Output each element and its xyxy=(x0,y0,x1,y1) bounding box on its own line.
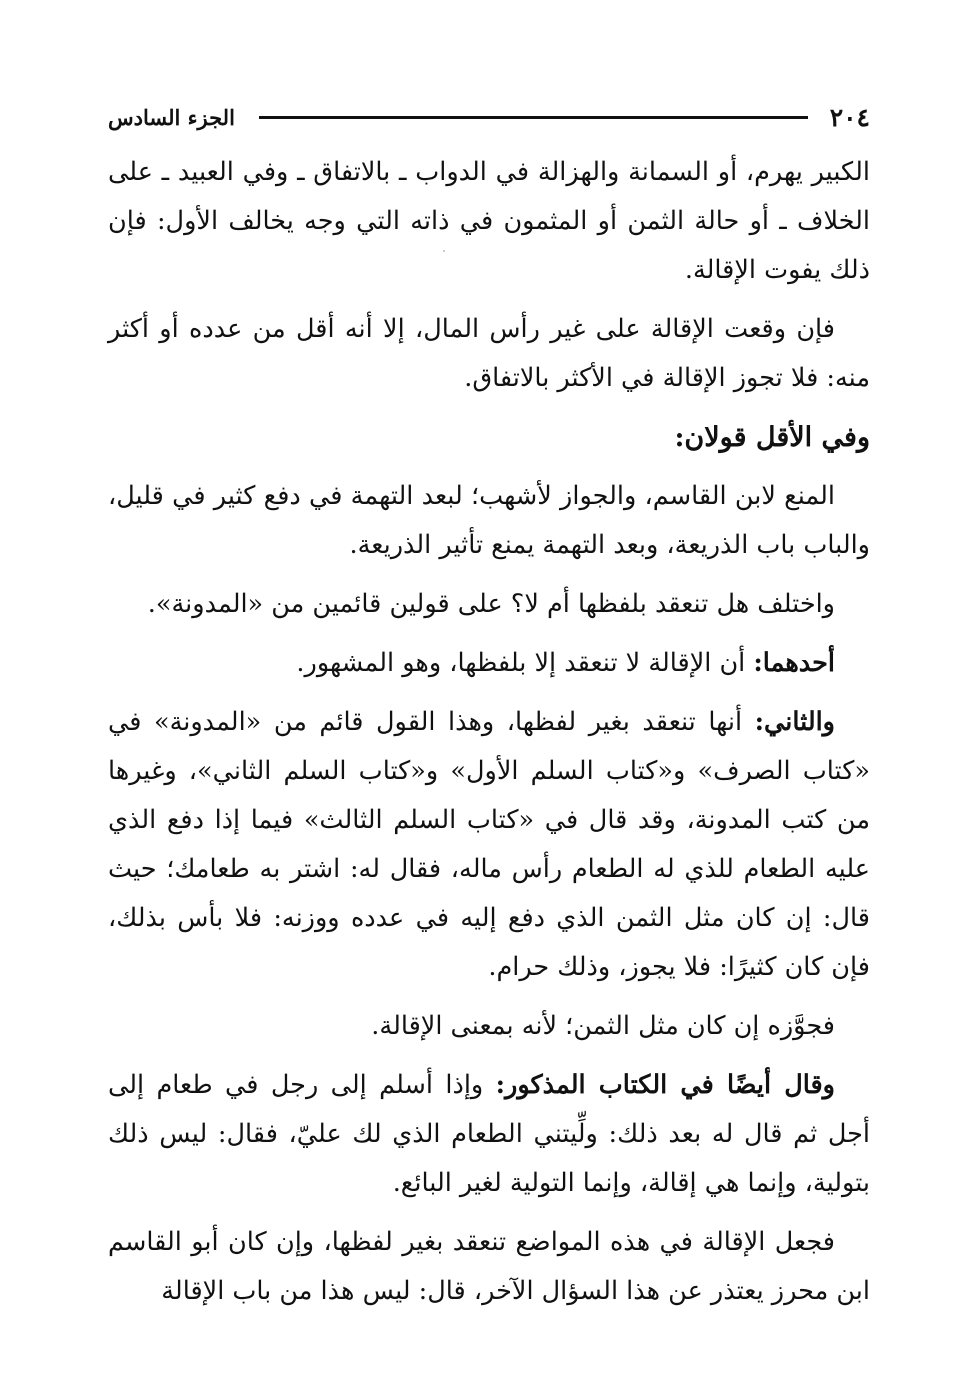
paragraph-lead: والثاني: xyxy=(754,707,835,737)
paragraph xyxy=(108,698,870,992)
paragraph xyxy=(108,639,870,688)
paragraph-text: أن الإقالة لا تنعقد إلا بلفظها، وهو المشهور. xyxy=(296,648,754,678)
header-rule xyxy=(259,116,808,119)
paragraph-text: واختلف هل تنعقد بلفظها أم لا؟ على قولين قائمين من «المدونة». xyxy=(147,589,835,619)
paragraph xyxy=(108,1218,870,1316)
paragraph xyxy=(108,148,870,295)
paragraph-text: فجعل الإقالة في هذه المواضع تنعقد بغير لفظها، وإن كان أبو القاسم ابن محرز يعتذر عن هذا السؤال الآخر، قال: ليس هذا من باب الإقالة xyxy=(108,1227,870,1306)
paragraph xyxy=(108,472,870,570)
paragraph-lead: وقال أيضًا في الكتاب المذكور: xyxy=(495,1070,835,1100)
paragraph-text: الكبير يهرم، أو السمانة والهزالة في الدواب ـ بالاتفاق ـ وفي العبيد ـ على الخلاف ـ أو حالة الثمن أو المثمون في ذاته التي وجه يخالف الأول: فإن ذلك يفوت الإقالة. xyxy=(108,157,870,285)
running-title: الجزء السادس xyxy=(108,104,235,130)
paragraph-text: وإذا أسلم إلى رجل في طعام إلى أجل ثم قال له بعد ذلك: ولِّيتني الطعام الذي لك عليّ، فقال: ليس ذلك بتولية، وإنما هي إقالة، وإنما التولية لغير البائع. xyxy=(108,1070,870,1198)
paragraph-lead: أحدهما: xyxy=(753,648,835,678)
paragraph-text: فجوَّزه إن كان مثل الثمن؛ لأنه بمعنى الإقالة. xyxy=(371,1011,835,1041)
paragraph-text: المنع لابن القاسم، والجواز لأشهب؛ لبعد التهمة في دفع كثير في قليل، والباب باب الذريعة، وبعد التهمة يمنع تأثير الذريعة. xyxy=(108,481,870,560)
section-heading: وفي الأقل قولان: xyxy=(674,422,870,453)
paragraph-text: فإن وقعت الإقالة على غير رأس المال، إلا أنه أقل من عدده أو أكثر منه: فلا تجوز الإقالة في الأكثر بالاتفاق. xyxy=(108,314,870,393)
paragraph-text: أنها تنعقد بغير لفظها، وهذا القول قائم من «المدونة» في «كتاب الصرف» و«كتاب السلم الأول» و«كتاب السلم الثاني»، وغيرها من كتب المدونة، وقد قال في «كتاب السلم الثالث» فيما إذا دفع الذي عليه الطعام للذي له الطعام رأس ماله، فقال له: اشتر به طعامك؛ حيث قال: إن كان مثل الثمن الذي دفع إليه في عدده ووزنه: فلا بأس بذلك، فإن كان كثيرًا: فلا يجوز، وذلك حرام. xyxy=(108,707,870,982)
paragraph xyxy=(108,1002,870,1051)
paragraph xyxy=(108,305,870,403)
paragraph xyxy=(108,1061,870,1208)
page-number: ٢٠٤ xyxy=(829,102,870,132)
paragraph xyxy=(108,580,870,629)
body-text xyxy=(108,148,870,1326)
page-header xyxy=(108,97,870,137)
